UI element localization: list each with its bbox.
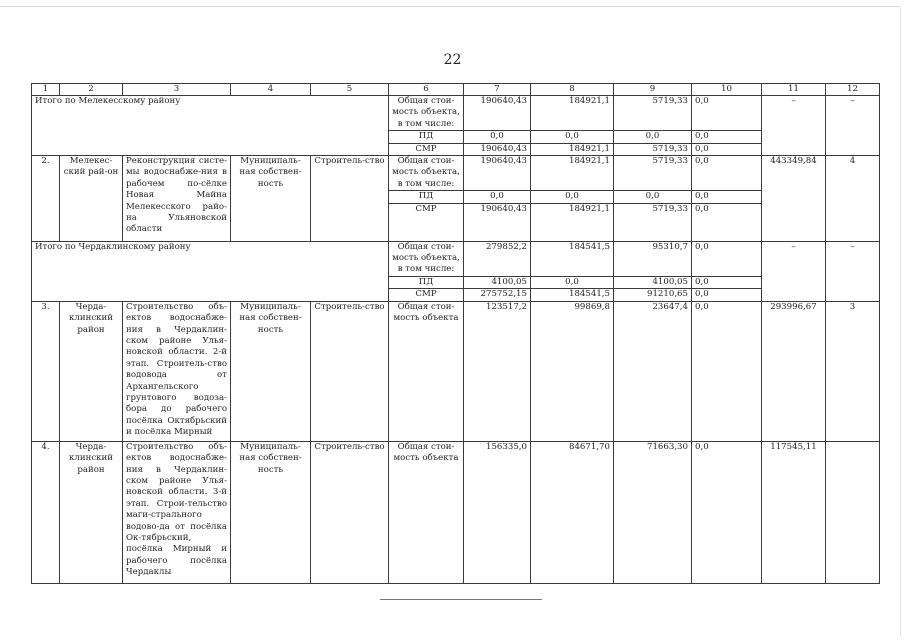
ownership-cell: Муниципаль-ная собствен-ность: [231, 301, 311, 441]
column-header: 10: [692, 84, 762, 96]
subtotal-title: Итого по Мелекесскому району: [32, 96, 389, 156]
column-header: 8: [531, 84, 614, 96]
value-local: 0,0: [692, 203, 762, 241]
value-local: 0,0: [692, 156, 762, 191]
object-name-cell: Строительство объ-ектов водоснабже-ния в Чердаклин-ском районе Улья-новской области. 3-й этап. Строи-тельство маги-стрального водово-да от посёлка Ок-тябрьский, посёлка Мирный и рабочего посёлка Чердаклы: [123, 441, 231, 583]
value-total: 190640,43: [464, 156, 531, 191]
ownership-cell: Муниципаль-ная собствен-ность: [231, 441, 311, 583]
value-local: 0,0: [692, 301, 762, 441]
capacity-cell: –: [762, 241, 826, 301]
value-federal: 99869,8: [531, 301, 614, 441]
value-total: 123517,2: [464, 301, 531, 441]
value-regional: 71663,30: [614, 441, 692, 583]
value-federal: 184541,5: [531, 241, 614, 276]
smr-label: СМР: [389, 203, 464, 241]
object-name-cell: Строительство объ-ектов водоснабже-ния в Чердаклин-ском районе Улья-новской области. 2-й этап. Строитель-ство водовода от Архангельского грунтового водоза-бора до рабочего посёлка Октябрьский и посёлка Мирный: [123, 301, 231, 441]
capacity-cell: 443349,84: [762, 156, 826, 242]
pd-label: ПД: [389, 131, 464, 143]
value-federal: 184921,1: [531, 143, 614, 155]
value-federal: 184921,1: [531, 156, 614, 191]
column-header: 2: [60, 84, 123, 96]
year-cell: 4: [826, 156, 880, 242]
column-header: 7: [464, 84, 531, 96]
value-total: 0,0: [464, 131, 531, 143]
pd-label: ПД: [389, 276, 464, 288]
value-total: 190640,43: [464, 143, 531, 155]
value-regional: 5719,33: [614, 96, 692, 131]
footer-rule: [380, 599, 542, 600]
year-cell: –: [826, 96, 880, 156]
column-header: 6: [389, 84, 464, 96]
work-type-cell: Строитель-ство: [311, 441, 389, 583]
objects-table: [31, 83, 880, 584]
value-regional: 5719,33: [614, 203, 692, 241]
table-row: [32, 241, 880, 276]
value-federal: 0,0: [531, 191, 614, 203]
table-row: [32, 441, 880, 583]
value-local: 0,0: [692, 143, 762, 155]
value-regional: 5719,33: [614, 156, 692, 191]
row-number: 4.: [32, 441, 60, 583]
page-top-edge: [0, 6, 899, 7]
value-federal: 184921,1: [531, 203, 614, 241]
cost-label: Общая стои-мость объекта, в том числе:: [389, 96, 464, 131]
column-header: 4: [231, 84, 311, 96]
year-cell: 3: [826, 301, 880, 441]
cost-label: Общая стои-мость объекта, в том числе:: [389, 156, 464, 191]
value-regional: 0,0: [614, 191, 692, 203]
table-row: [32, 156, 880, 191]
value-federal: 0,0: [531, 276, 614, 288]
value-federal: 0,0: [531, 131, 614, 143]
year-cell: [826, 441, 880, 583]
value-local: 0,0: [692, 96, 762, 131]
page-right-edge: [900, 6, 901, 636]
column-header: 12: [826, 84, 880, 96]
work-type-cell: Строитель-ство: [311, 301, 389, 441]
column-header: 3: [123, 84, 231, 96]
value-local: 0,0: [692, 289, 762, 301]
year-cell: –: [826, 241, 880, 301]
column-header: 9: [614, 84, 692, 96]
value-total: 279852,2: [464, 241, 531, 276]
cost-label: Общая стои-мость объекта, в том числе:: [389, 241, 464, 276]
value-regional: 95310,7: [614, 241, 692, 276]
subtotal-title: Итого по Чердаклинскому району: [32, 241, 389, 301]
value-local: 0,0: [692, 131, 762, 143]
value-total: 0,0: [464, 191, 531, 203]
value-total: 4100,05: [464, 276, 531, 288]
value-regional: 5719,33: [614, 143, 692, 155]
column-header: 5: [311, 84, 389, 96]
value-local: 0,0: [692, 441, 762, 583]
cost-label: Общая стои-мость объекта: [389, 301, 464, 441]
value-local: 0,0: [692, 191, 762, 203]
value-local: 0,0: [692, 276, 762, 288]
value-federal: 184541,5: [531, 289, 614, 301]
capacity-cell: 117545,11: [762, 441, 826, 583]
column-header-row: [32, 84, 880, 96]
column-header: 11: [762, 84, 826, 96]
work-type-cell: Строитель-ство: [311, 156, 389, 242]
value-total: 156335,0: [464, 441, 531, 583]
row-number: 2.: [32, 156, 60, 242]
district-cell: Черда-клинский район: [60, 301, 123, 441]
column-header: 1: [32, 84, 60, 96]
object-name-cell: Реконструкция систе-мы водоснабже-ния в рабочем по-сёлке Новая Майна Мелекесского райо-на Ульяновской области: [123, 156, 231, 242]
cost-label: Общая стои-мость объекта: [389, 441, 464, 583]
district-cell: Черда-клинский район: [60, 441, 123, 583]
value-local: 0,0: [692, 241, 762, 276]
value-regional: 91210,65: [614, 289, 692, 301]
pd-label: ПД: [389, 191, 464, 203]
district-cell: Мелекес-ский рай-он: [60, 156, 123, 242]
row-number: 3.: [32, 301, 60, 441]
value-regional: 23647,4: [614, 301, 692, 441]
value-total: 275752,15: [464, 289, 531, 301]
value-regional: 0,0: [614, 131, 692, 143]
capacity-cell: –: [762, 96, 826, 156]
smr-label: СМР: [389, 289, 464, 301]
capacity-cell: 293996,67: [762, 301, 826, 441]
smr-label: СМР: [389, 143, 464, 155]
ownership-cell: Муниципаль-ная собствен-ность: [231, 156, 311, 242]
table-row: [32, 96, 880, 131]
value-regional: 4100,05: [614, 276, 692, 288]
value-federal: 184921,1: [531, 96, 614, 131]
value-total: 190640,43: [464, 203, 531, 241]
table-row: [32, 301, 880, 441]
page-number: 22: [443, 52, 462, 68]
value-federal: 84671,70: [531, 441, 614, 583]
value-total: 190640,43: [464, 96, 531, 131]
